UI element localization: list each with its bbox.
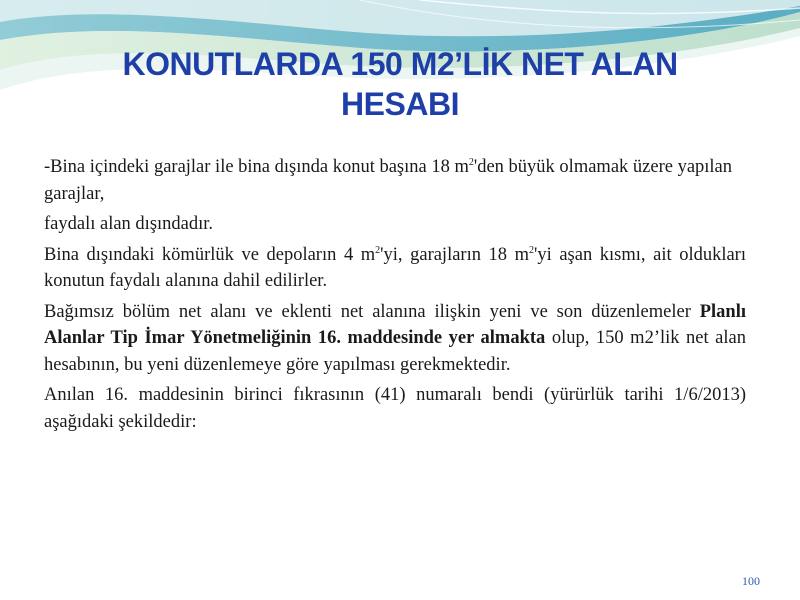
p3-text-a: Bina dışındaki kömürlük ve depoların 4 m [44, 244, 376, 265]
p3-superscript-1: 2 [375, 244, 381, 256]
paragraph-regulation [44, 299, 746, 379]
p3-text-b: 'yi, garajların 18 m [380, 244, 530, 265]
paragraph-storage [44, 242, 746, 295]
title-line-2: HESABI [341, 86, 459, 122]
page-number: 100 [742, 574, 760, 588]
p4-text-a: Bağımsız bölüm net alanı ve eklenti net alanına ilişkin yeni ve son düzenlemeler [44, 301, 700, 322]
paragraph-article-16: Anılan 16. maddesinin birinci fıkrasının (41) numaralı bendi (yürürlük tarihi 1/6/2013) aşağıdaki şekildedir: [44, 385, 746, 432]
p4-text-b: olup, 150 m2’lik net alan hesabının, bu yeni düzenlemeye göre yapılması gerekmektedir. [44, 328, 746, 375]
paragraph-useful-area: faydalı alan dışındadır. [44, 214, 214, 234]
p1-text-b: 'den büyük olmamak üzere yapılan garajlar, [44, 157, 733, 204]
p1-superscript: 2 [468, 157, 474, 168]
slide-title [40, 44, 760, 124]
p3-superscript-2: 2 [529, 244, 535, 256]
p4-bold-text: Planlı Alanlar Tip İmar Yönetmeliğinin 16. maddesinde yer almakta [44, 301, 746, 348]
slide-body [44, 154, 746, 439]
p1-text-a: -Bina içindeki garajlar ile bina dışında konut başına 18 m [44, 157, 469, 177]
p3-text-c: 'yi aşan kısmı, ait oldukları konutun faydalı alanına dahil edilirler. [44, 244, 746, 291]
paragraph-garages [44, 154, 746, 207]
title-line-1: KONUTLARDA 150 M2’LİK NET ALAN [122, 46, 678, 82]
